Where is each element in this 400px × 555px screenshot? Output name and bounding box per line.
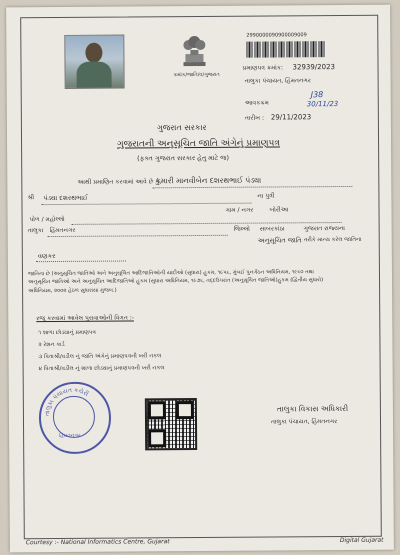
handwritten-inward: J38 30/11/23 [306, 90, 339, 109]
state-emblem-icon [176, 32, 212, 70]
qr-code [145, 398, 197, 450]
state-text: ગુજરાત રાજ્યના [303, 224, 346, 233]
attachment-item: ૪ પિતાશ્રી/વડીલ નું શાળા છોડ્યાનું પ્રમાણપત્રની ખરી નકલ [38, 365, 165, 373]
attachment-item: ૩ પિતાશ્રી/વડીલ નું જાતિ અંગેનું પ્રમાણપત્રની ખરી નકલ [38, 353, 162, 361]
footer-courtesy: Courtesy :- National Informatics Centre, Gujarat [25, 538, 170, 547]
intro-text: આથી પ્રમાણિત કરવામાં આવે છે કે, [77, 178, 162, 186]
seal-place: હિંમતનગર [59, 432, 81, 439]
relation-text: ના પુત્રી [257, 192, 275, 200]
village-label: ગામ / નગર [225, 206, 254, 214]
caste-name: વણકર [37, 252, 56, 261]
header-office: તાલુકા પંચાયત, હિંમતનગર [244, 77, 311, 85]
village-value: બોરીઆ [269, 206, 289, 214]
area-label: પોળ / મહોલ્લો [29, 215, 65, 224]
officer-office: તાલુકા પંચાયત, હિંમતનગર [270, 418, 338, 426]
certificate-no-label: પ્રમાણપત્ર ક્રમાંક: [242, 64, 284, 72]
certificate-subheading: (ફક્ત ગુજરાત સરકાર હેતુ માટે જ) [137, 153, 230, 163]
barcode [246, 41, 326, 58]
caste-category: અનુસૂચિત જાતિ [257, 236, 302, 245]
district-label: જિલ્લો [233, 225, 250, 233]
footer-brand: Digital Gujarat [339, 536, 384, 545]
issue-date: 29/11/2023 [270, 113, 312, 122]
district-value: સાબરકાંઠા [259, 225, 285, 233]
applicant-photo [64, 35, 124, 89]
certificate-no: 32939/2023 [292, 63, 336, 72]
date-label: તારીખ : [244, 114, 265, 122]
document-number: 2990000090900009009 [246, 32, 307, 39]
attachments-heading: રજૂ કરવામાં આવેલ પુરાવાઓની વિગત :- [36, 314, 134, 323]
certificate-page [6, 5, 394, 553]
svg-text:તાલુકા પંચાયત કચેરી: તાલુકા પંચાયત કચેરી [43, 386, 90, 417]
parent-label: શ્રી [27, 194, 35, 202]
attachment-item: ૧ શાળા છોડ્યાનું પ્રમાણપત્ર [38, 329, 96, 337]
holder-name: કુમારી માનવીબેન દશરથભાઈ પંડ્યા [155, 175, 262, 186]
belongs-text: તરીકે માન્ય કરેલ જાતિના [303, 236, 362, 244]
emblem-caption: ક્રમાંક/જાતિ/વ/ગુજરાત [173, 71, 220, 79]
legal-paragraph: જાતિના છે (અનુસૂચિત જાતિઓ અને અનુસૂચિત આદિજાતિઓની યાદીઓ (સુધારા) હુકમ, ૧૯૫૬, મુંબઈ પુનર્ગઠન અધિનિયમ, ૧૯૬૦ તથા અનુસૂચિત જાતિઓ અને અનુસૂચિત આદિજાતિઓ હુકમ (સુધારા અધિનિયમ, ૧૯૭૬, તદ્દઉપરાંત (અનુસૂચિત જાતિઓ)હુકમ (દ્વિતીય સુધારો) અધિનિયમ, ૨૦૦૨ હેઠળ સુધારાયા મુજબ.) [27, 269, 324, 294]
inward-label: આવકક્રમ [244, 99, 269, 107]
parent-name: પંડ્યા દશરથભાઈ [43, 193, 89, 203]
officer-title: તાલુકા વિકાસ અધિકારી [276, 403, 349, 414]
taluka-label: તાલુકા [27, 227, 44, 235]
taluka-value: હિંમતનગર [49, 226, 76, 235]
office-seal [39, 382, 112, 455]
certificate-heading: ગુજરાતની અનુસૂચિત જાતિ અંગેનું પ્રમાણપત્ર [117, 138, 280, 150]
attachment-item: ૨ રેશન કાર્ડ [38, 341, 65, 349]
authority-title: ગુજરાત સરકાર [156, 122, 207, 133]
